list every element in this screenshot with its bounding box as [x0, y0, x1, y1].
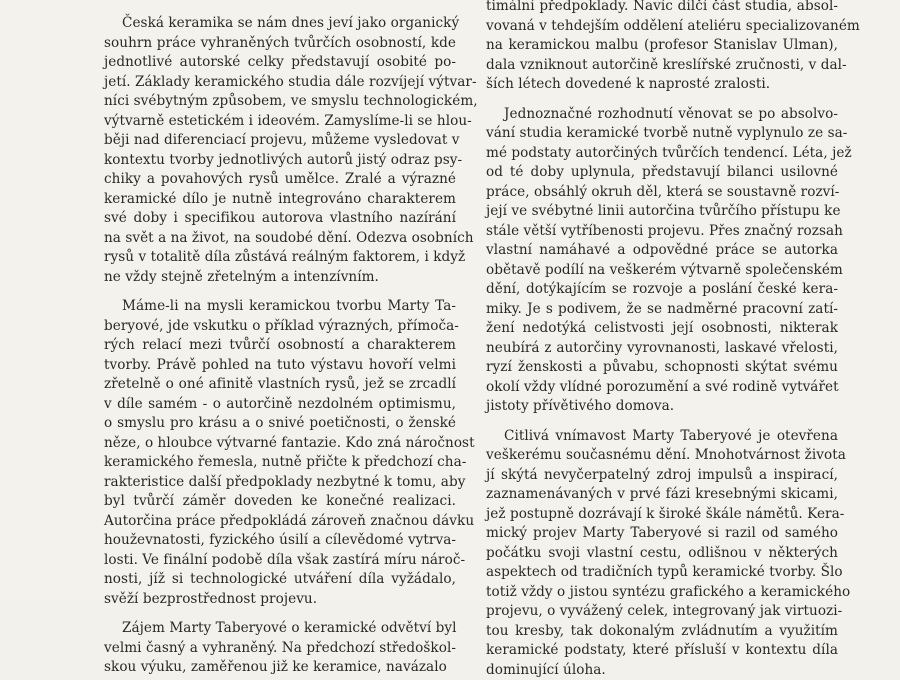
text-line: byl tvůrčí záměr doveden ke konečné realizaci. [104, 492, 456, 512]
text-line: souhrn práce vyhraněných tvůrčích osobností, kde [104, 34, 456, 54]
text-line: dění, dotýkajícím se rozvoje a poslání české kera- [486, 280, 838, 300]
text-line: zřetelně o oné afinitě vlastních rysů, jež se zrcadlí [104, 375, 456, 395]
text-line: keramické dílo je nutně integrováno charakterem [104, 190, 456, 210]
text-line: zaznamenávaných v prvé fázi kresebnými skicami, [486, 485, 838, 505]
text-line: projevu, o vyvážený celek, integrovaný jak virtuozi- [486, 602, 838, 622]
text-line: mé podstaty autorčiných tvůrčích tendencí. Léta, jež [486, 144, 838, 164]
text-line: chiky a povahových rysů umělce. Zralé a výrazné [104, 170, 456, 190]
text-line: aspektech od tradičních typů keramické tvorby. Šlo [486, 563, 838, 583]
text-line: v díle samém - o autorčině nezdolném optimismu, [104, 395, 456, 415]
text-line: stále větší vytříbenosti projevu. Přes značný rozsah [486, 222, 838, 242]
text-line: vlastní namáhavé a odpovědné práce se autorka [486, 241, 838, 261]
text-line: tou kresby, tak dokonalým zvládnutím a využitím [486, 622, 838, 642]
text-line: Autorčina práce předpokládá zároveň značnou dávku [104, 512, 456, 532]
text-line: vovaná v tehdejším oddělení ateliéru specializovaném [486, 17, 838, 37]
text-line: losti. Ve finální podobě díla však zastírá míru nároč- [104, 551, 456, 571]
text-line: Česká keramika se nám dnes jeví jako organický [104, 14, 456, 34]
text-line: vání studia keramické tvorbě nutně vyplynulo ze sa- [486, 124, 838, 144]
text-line: okolí vždy vlídné porozumění a své rodině vytvářet [486, 378, 838, 398]
text-line: Jednoznačné rozhodnutí věnovat se po absolvo- [486, 105, 838, 125]
text-line: Máme-li na mysli keramickou tvorbu Marty Ta- [104, 297, 456, 317]
text-line: jistoty přívětivého domova. [486, 397, 838, 417]
text-line: jednotlivé autorské celky představují osobité po- [104, 53, 456, 73]
text-line: neubírá z autorčiny vyrovnanosti, laskavé vřelosti, [486, 339, 838, 359]
text-line: práce, obsáhlý okruh děl, která se soustavně rozví- [486, 183, 838, 203]
text-line: Citlivá vnímavost Marty Taberyové je otevřena [486, 427, 838, 447]
text-line: níci svébytným způsobem, ve smyslu technologickém, [104, 92, 456, 112]
text-line: žení nedotýká celistvosti její osobnosti, nikterak [486, 319, 838, 339]
text-line: jí skýtá nevyčerpatelný zdroj impulsů a inspirací, [486, 466, 838, 486]
paragraph-gap [104, 287, 456, 297]
text-line: jetí. Základy keramického studia dále rozvíjejí výtvar- [104, 73, 456, 93]
text-line: počátku svoji vlastní cestu, odlišnou v některých [486, 544, 838, 564]
text-line: mický projev Marty Taberyové si razil od samého [486, 524, 838, 544]
text-line: miky. Je s podivem, že se nadměrné pracovní zatí- [486, 300, 838, 320]
text-line: houževnatosti, fyzického úsilí a cílevědomé vytrva- [104, 531, 456, 551]
text-line: veškerému současnému dění. Mnohotvárnost života [486, 446, 838, 466]
text-line: na keramickou malbu (profesor Stanislav Ulman), [486, 36, 838, 56]
paragraph-gap [486, 95, 838, 105]
paragraph [486, 105, 838, 417]
text-line: obětavě podílí na veškerém výtvarně společenském [486, 261, 838, 281]
text-line: keramického řemesla, nutně přičte k předchozí cha- [104, 453, 456, 473]
text-line: své doby i specifikou autorova vlastního nazírání [104, 209, 456, 229]
text-line: výtvarně estetickém i ideovém. Zamyslíme-li se hlou- [104, 112, 456, 132]
text-line: běji nad diferenciací projevu, můžeme vysledovat v [104, 131, 456, 151]
text-line: dala vzniknout autorčině kreslířské zručnosti, v dal- [486, 56, 838, 76]
paragraph-gap [486, 417, 838, 427]
text-line: timální předpoklady. Navíc dílčí část studia, absol- [486, 0, 838, 17]
text-line: rých relací mezi tvůrčí osobností a charakterem [104, 336, 456, 356]
paragraph [104, 619, 456, 678]
text-line: na svět a na život, na soudobé dění. Odezva osobních [104, 229, 456, 249]
text-line: jež postupně dozrávají k široké škále námětů. Kera- [486, 505, 838, 525]
left-column [104, 0, 456, 614]
text-line: rakteristice další předpoklady nezbytné k tomu, aby [104, 473, 456, 493]
text-line: ryzí ženskosti a půvabu, schopnosti skýtat svému [486, 358, 838, 378]
text-line: ších létech dovedené k naprosté zralosti. [486, 75, 838, 95]
paragraph-gap [104, 609, 456, 619]
paragraph [486, 0, 838, 95]
text-line: ne vždy stejně zřetelným a intenzívním. [104, 268, 456, 288]
text-line: beryové, jde vskutku o příklad výrazných, přímoča- [104, 317, 456, 337]
text-line: o smyslu pro krásu a o snivé poetičnosti, o ženské [104, 414, 456, 434]
text-line: rysů v totalitě díla zůstává reálným faktorem, i když [104, 248, 456, 268]
paragraph [104, 297, 456, 609]
text-line: její ve svébytné linii autorčina tvůrčího přístupu ke [486, 202, 838, 222]
text-line: tvorby. Právě pohled na tuto výstavu hovoří velmi [104, 356, 456, 376]
text-line: od té doby uplynula, představují bilanci usilovné [486, 163, 838, 183]
text-line: totiž vždy o jistou syntézu grafického a keramického [486, 583, 838, 603]
text-line: kontextu tvorby jednotlivých autorů jistý odraz psy- [104, 151, 456, 171]
text-line: keramické podstaty, které přísluší v kontextu díla [486, 641, 838, 661]
text-line: svěží bezprostřednost projevu. [104, 590, 456, 610]
paragraph [486, 427, 838, 680]
text-line: nosti, jíž si technologické utváření díla vyžádalo, [104, 570, 456, 590]
right-column [486, 0, 838, 597]
text-line: velmi časný a vyhraněný. Na předchozí středoškol- [104, 639, 456, 659]
text-line: dominující úloha. [486, 661, 838, 680]
text-line: něze, o hloubce výtvarné fantazie. Kdo zná náročnost [104, 434, 456, 454]
paragraph [104, 14, 456, 287]
text-line: skou výuku, zaměřenou již ke keramice, navázalo [104, 658, 456, 678]
text-line: Zájem Marty Taberyové o keramické odvětví byl [104, 619, 456, 639]
